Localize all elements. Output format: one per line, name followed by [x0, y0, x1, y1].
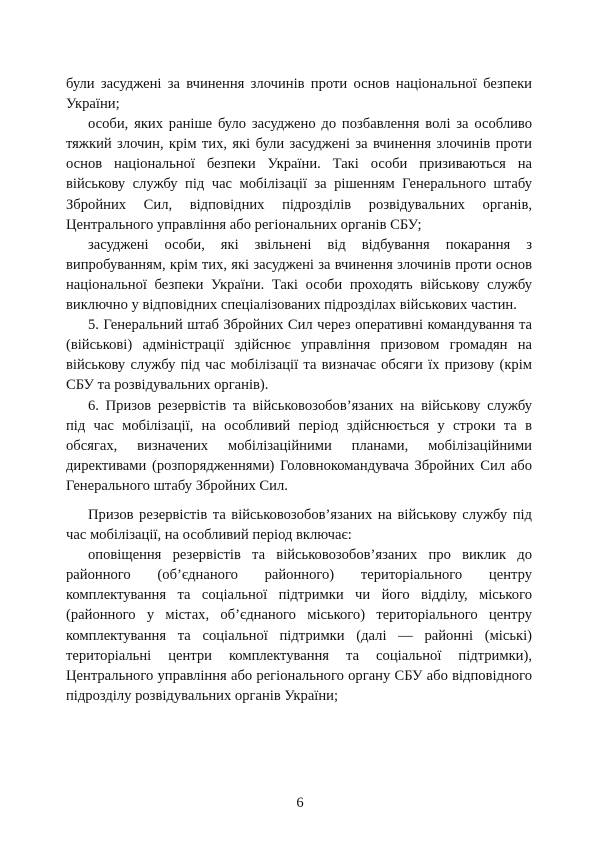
paragraph-persons-convicted: особи, яких раніше було засуджено до позбавлення волі за особливо тяжкий злочин, крім тих, які були засуджені за вчинення злочинів проти основ національної безпеки України. Такі особи призиваються на військову службу під час мобілізації за рішенням Генерального штабу Збройних Сил, відповідних підрозділів розвідувальних органів, Центрального управління або регіональних органів СБУ;	[66, 116, 532, 233]
page-number: 6	[296, 795, 304, 811]
paragraph-continuation: були засуджені за вчинення злочинів проти основ національної безпеки України;	[66, 76, 532, 113]
body-text	[66, 74, 532, 706]
paragraph-notification: оповіщення резервістів та військовозобов’язаних про виклик до районного (об’єднаного районного) територіального центру комплектування та соціальної підтримки чи його відділу, міського (районного у містах, об’єднаного міського) територіального центру комплектування та соціальної підтримки (далі — районні (міські) територіальні центри комплектування та соціальної підтримки), Центрального управління або регіонального органу СБУ або відповідного підрозділу розвідувальних органів України;	[66, 547, 532, 704]
paragraph-item-5: 5. Генеральний штаб Збройних Сил через оперативні командування та (військові) адміністрації здійснює управління призовом громадян на військову службу під час мобілізації та визначає обсяги їх призову (крім СБУ та розвідувальних органів).	[66, 317, 532, 394]
paragraph-conscription-includes: Призов резервістів та військовозобов’язаних на військову службу під час мобілізації, на особливий період включає:	[66, 506, 532, 544]
paragraph-probation: засуджені особи, які звільнені від відбування покарання з випробуванням, крім тих, які засуджені за вчинення злочинів проти основ національної безпеки України. Такі особи проходять військову службу виключно у відповідних спеціалізованих підрозділах військових частин.	[66, 236, 532, 314]
paragraph-item-6: 6. Призов резервістів та військовозобов’язаних на військову службу під час мобілізації, на особливий період здійснюється у строки та в обсягах, визначених мобілізаційними планами, мобілізаційними директивами (розпорядженнями) Головнокомандувача Збройних Сил або Генерального штабу Збройних Сил.	[66, 397, 532, 494]
